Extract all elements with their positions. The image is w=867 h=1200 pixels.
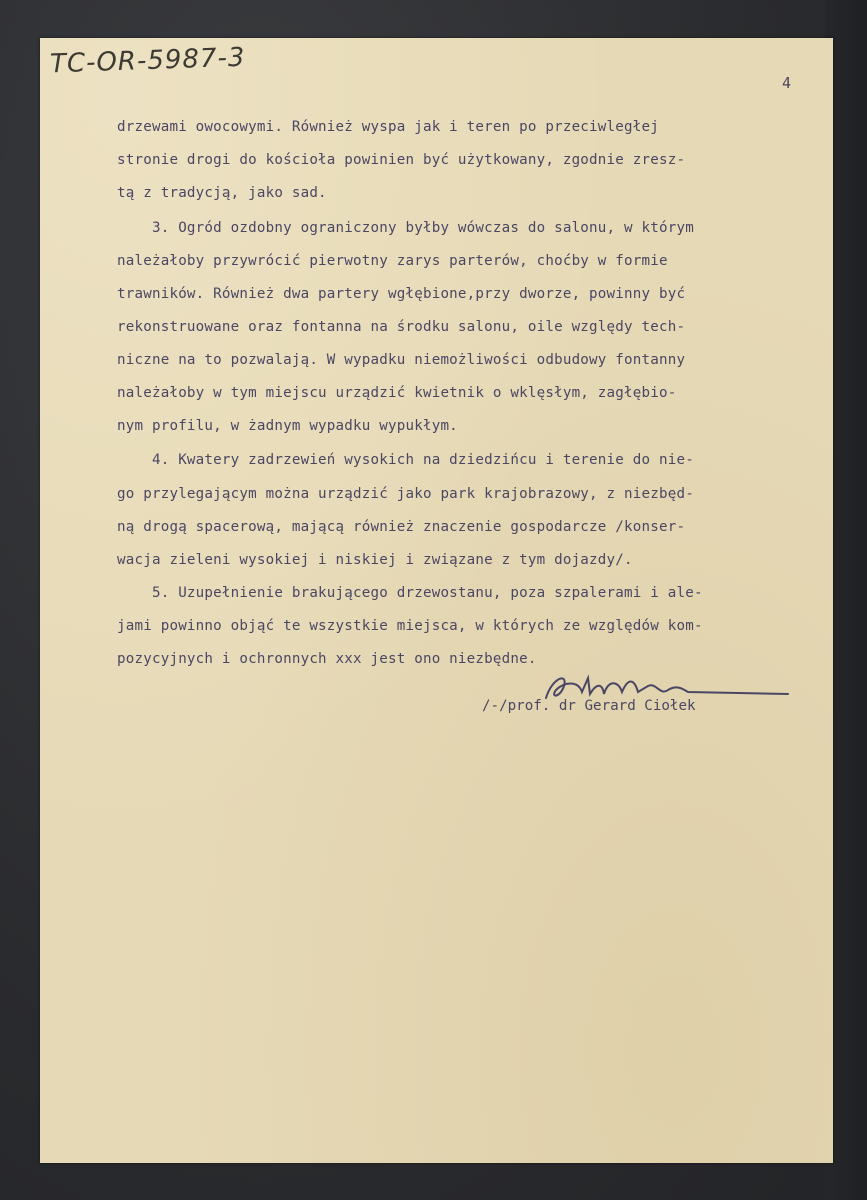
text-line: trawników. Również dwa partery wgłębione,przy dworze, powinny być [117, 286, 686, 302]
signature-line: /-/prof. dr Gerard Ciołek [482, 698, 696, 714]
archive-id-handwritten: TC-OR-5987-3 [49, 42, 246, 80]
text-line: stronie drogi do kościoła powinien być użytkowany, zgodnie zresz- [117, 152, 686, 168]
text-line: drzewami owocowymi. Również wyspa jak i teren po przeciwległej [117, 119, 659, 135]
page-number: 4 [782, 74, 792, 92]
text-line: należałoby w tym miejscu urządzić kwietnik o wklęsłym, zagłębio- [117, 385, 677, 401]
text-line: wacja zieleni wysokiej i niskiej i związane z tym dojazdy/. [117, 552, 633, 568]
text-line: ną drogą spacerową, mającą również znaczenie gospodarcze /konser- [117, 519, 686, 535]
text-line: 3. Ogród ozdobny ograniczony byłby wówczas do salonu, w którym [117, 220, 694, 236]
text-line: jami powinno objąć te wszystkie miejsca, w których ze względów kom- [117, 618, 703, 634]
text-line: 4. Kwatery zadrzewień wysokich na dziedzińcu i terenie do nie- [117, 452, 694, 468]
text-line: tą z tradycją, jako sad. [117, 185, 327, 201]
text-line: nym profilu, w żadnym wypadku wypukłym. [117, 418, 458, 434]
text-line: niczne na to pozwalają. W wypadku niemożliwości odbudowy fontanny [117, 352, 686, 368]
text-line: go przylegającym można urządzić jako park krajobrazowy, z niezbęd- [117, 486, 694, 502]
text-line: należałoby przywrócić pierwotny zarys parterów, choćby w formie [117, 253, 668, 269]
text-line: rekonstruowane oraz fontanna na środku salonu, oile względy tech- [117, 319, 686, 335]
text-line: pozycyjnych i ochronnych xxx jest ono niezbędne. [117, 651, 537, 667]
text-line: 5. Uzupełnienie brakującego drzewostanu, poza szpalerami i ale- [117, 585, 703, 601]
